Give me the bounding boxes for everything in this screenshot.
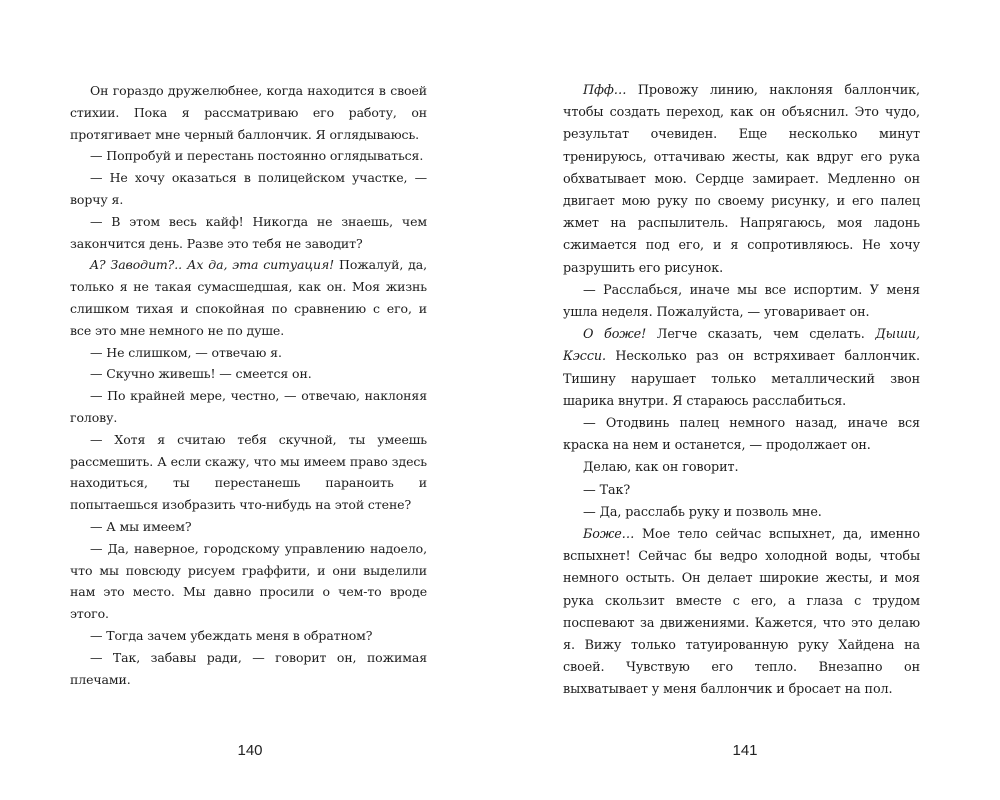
paragraph: — Расслабься, иначе мы все испортим. У меня ушла неделя. Пожалуйста, — уговаривает он. [563, 282, 920, 321]
paragraph: — Скучно живешь! — смеется он. [90, 366, 312, 382]
paragraph: — Не хочу оказаться в полицейском участке, — ворчу я. [70, 170, 427, 207]
paragraph: — По крайней мере, честно, — отвечаю, наклоняя голову. [70, 388, 427, 425]
paragraph: — Хотя я считаю тебя скучной, ты умеешь рассмешить. А если скажу, что мы имеем право здесь находиться, ты перестанешь параноить и попытаешься изобразить что-нибудь на этой стене? [70, 431, 427, 513]
italic-thought: Боже… [583, 527, 635, 543]
page-number-right: 141 [732, 742, 758, 759]
page-number-left: 140 [237, 742, 263, 759]
italic-thought: Пфф… [583, 83, 627, 98]
paragraph: A? Заводит?.. Ах да, эта ситуация! Пожалуй, да, только я не такая сумасшедшая, как он. Моя жизнь слишком тихая и спокойная по сравнению с его, и все это мне немного не по душе. [70, 257, 428, 338]
paragraph: — В этом весь кайф! Никогда не знаешь, чем закончится день. Разве это тебя не заводит? [70, 213, 427, 251]
paragraph: Он гораздо дружелюбнее, когда находится в своей стихии. Пока я рассматриваю его работу, он протягивает мне черный баллончик. Я оглядываюсь. [70, 83, 427, 142]
paragraph: — Попробуй и перестань постоянно оглядываться. [90, 148, 424, 164]
italic-thought: A? Заводит?.. Ах да, эта ситуация! [90, 257, 335, 273]
paragraph: О боже! Легче сказать, чем сделать. Дыши, Кэсси. Несколько раз он встряхивает баллончик. Тишину нарушает только металлический звон шарика внутри. Я стараюсь расслабиться. [563, 327, 920, 409]
paragraph: Боже… Мое тело сейчас вспыхнет, да, именно вспыхнет! Сейчас бы ведро холодной воды, чтобы немного остыть. Он делает широкие жесты, и моя рука скользит вместе с его, а глаза с трудом поспевают за движениями. Кажется, что это делаю я. Вижу только татуированную руку Хайдена на своей. Чувствую его тепло. Внезапно он выхватывает у меня баллончик и бросает на пол. [563, 527, 920, 698]
paragraph: — Так, забавы ради, — говорит он, пожимая плечами. [70, 649, 427, 687]
left-page [70, 80, 427, 690]
paragraph: — Да, расслабь руку и позволь мне. [583, 504, 822, 520]
paragraph: Пфф… Провожу линию, наклоняя баллончик, чтобы создать переход, как он объяснил. Это чудо, результат очевиден. Еще несколько минут тренируюсь, оттачиваю жесты, как вдруг его рука обхватывает мою. Сердце замирает. Медленно он двигает мою руку по своему рисунку, и его палец жмет на распылитель. Напрягаюсь, моя ладонь сжимается под его, и я сопротивляюсь. Не хочу разрушить его рисунок. [563, 83, 920, 276]
paragraph: — А мы имеем? [90, 518, 192, 534]
italic-thought: Дыши, Кэсси. [563, 327, 920, 365]
paragraph: — Не слишком, — отвечаю я. [90, 344, 282, 360]
paragraph: Делаю, как он говорит. [583, 460, 739, 476]
paragraph: — Так? [583, 482, 631, 498]
right-page [563, 80, 920, 702]
italic-thought: О боже! [583, 327, 647, 343]
paragraph: — Тогда зачем убеждать меня в обратном? [90, 627, 373, 643]
paragraph: — Да, наверное, городскому управлению надоело, что мы повсюду рисуем граффити, и они выделили нам это место. Мы давно просили о чем-то вроде этого. [70, 540, 427, 622]
paragraph: — Отодвинь палец немного назад, иначе вся краска на нем и останется, — продолжает он. [563, 416, 920, 454]
